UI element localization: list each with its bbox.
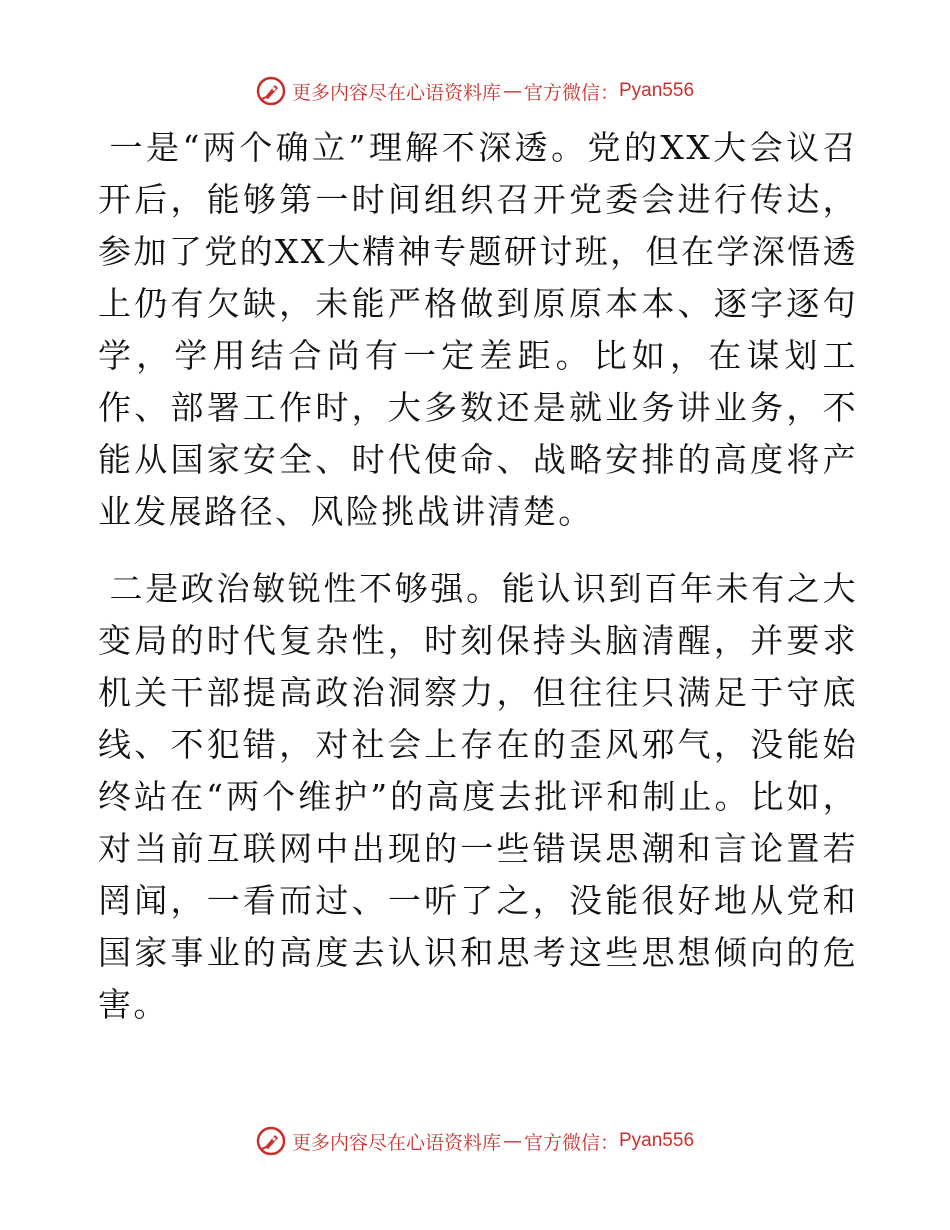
pen-nib-logo-icon xyxy=(256,1126,286,1156)
paragraph-1: 一是“两个确立”理解不深透。党的XX大会议召开后，能够第一时间组织召开党委会进行传达，参加了党的XX大精神专题研讨班，但在学深悟透上仍有欠缺，未能严格做到原原本本、逐字逐句学，学用结合尚有一定差距。比如，在谋划工作、部署工作时，大多数还是就业务讲业务，不能从国家安全、时代使命、战略安排的高度将产业发展路径、风险挑战讲清楚。 xyxy=(98,128,858,531)
header-wechat-id: Pyan556 xyxy=(619,80,695,101)
footer-brand-name: 更多内容尽在心语资料库 xyxy=(291,1131,501,1154)
footer-wechat-id: Pyan556 xyxy=(619,1130,695,1151)
pen-nib-logo-icon xyxy=(256,76,286,106)
document-body xyxy=(98,122,858,1031)
header-brand-name: 更多内容尽在心语资料库 xyxy=(291,81,501,104)
paragraph-2: 二是政治敏锐性不够强。能认识到百年未有之大变局的时代复杂性，时刻保持头脑清醒，并要求机关干部提高政治洞察力，但往往只满足于守底线、不犯错，对社会上存在的歪风邪气，没能始终站在“两个维护”的高度去批评和制止。比如，对当前互联网中出现的一些错误思潮和言论置若罔闻，一看而过、一听了之，没能很好地从党和国家事业的高度去认识和思考这些思想倾向的危害。 xyxy=(98,569,858,1024)
header-separator: — xyxy=(502,80,522,102)
page-footer-watermark xyxy=(0,1124,950,1158)
footer-separator: — xyxy=(502,1130,522,1152)
footer-contact-label: 官方微信： xyxy=(523,1131,619,1154)
header-contact-label: 官方微信： xyxy=(523,81,619,104)
page-header-watermark xyxy=(0,74,950,108)
